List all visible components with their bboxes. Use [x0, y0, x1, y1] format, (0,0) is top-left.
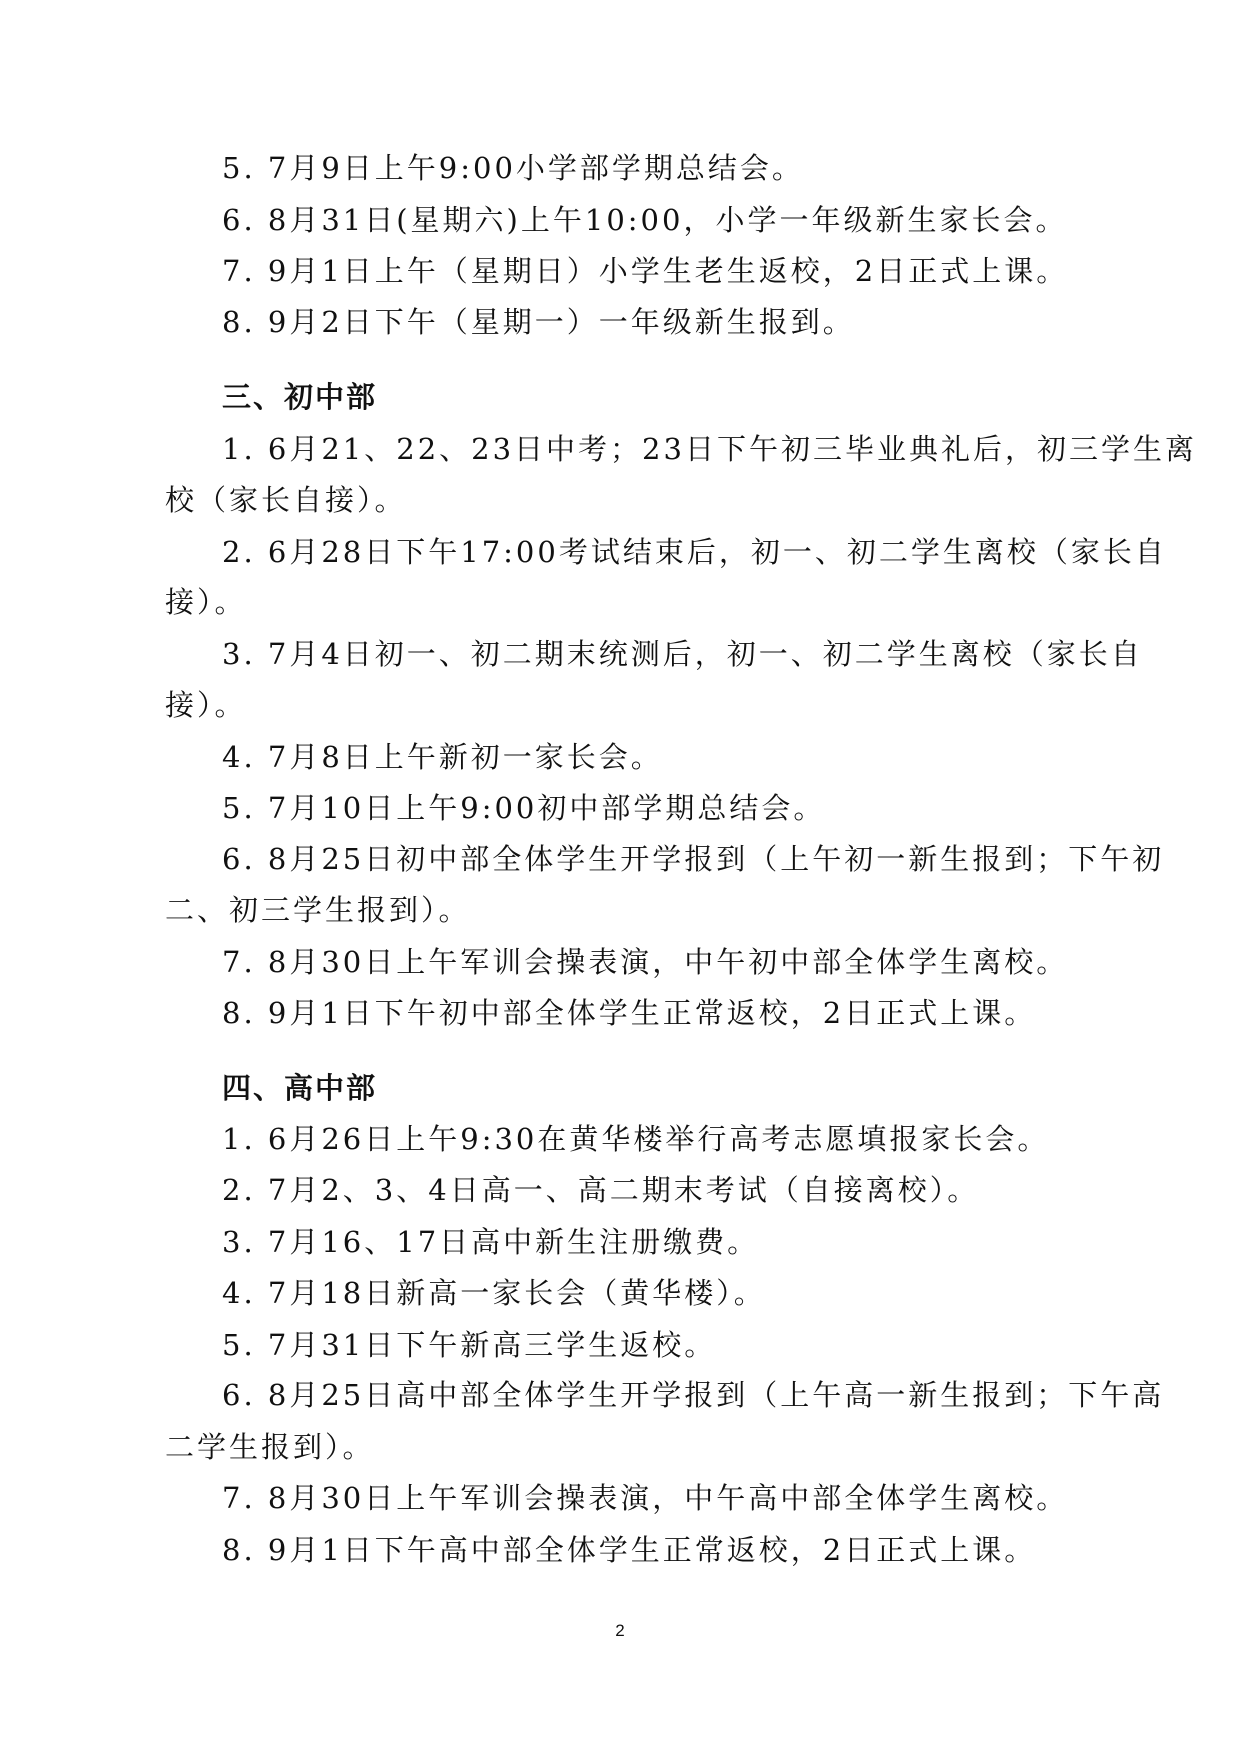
primary-item-5: 5. 7月9日上午9:00小学部学期总结会。 [222, 151, 804, 185]
primary-item-8: 8. 9月2日下午（星期一）一年级新生报到。 [222, 305, 855, 339]
senior-item-5: 5. 7月31日下午新高三学生返校。 [222, 1328, 717, 1362]
senior-item-3: 3. 7月16、17日高中新生注册缴费。 [222, 1225, 760, 1259]
senior-item-8: 8. 9月1日下午高中部全体学生正常返校，2日正式上课。 [222, 1533, 1037, 1567]
page-number: 2 [615, 1621, 625, 1640]
primary-item-7: 7. 9月1日上午（星期日）小学生老生返校，2日正式上课。 [222, 254, 1069, 288]
section-heading-junior-high: 三、初中部 [222, 380, 378, 414]
junior-item-6-line-1: 6. 8月25日初中部全体学生开学报到（上午初一新生报到；下午初 [222, 842, 1165, 876]
junior-item-3-line-2: 接）。 [165, 688, 247, 722]
junior-item-1-line-2: 校（家长自接）。 [165, 483, 407, 517]
senior-item-1: 1. 6月26日上午9:30在黄华楼举行高考志愿填报家长会。 [222, 1122, 1050, 1156]
senior-item-2: 2. 7月2、3、4日高一、高二期末考试（自接离校）。 [222, 1173, 980, 1207]
senior-item-6-line-2: 二学生报到）。 [165, 1430, 375, 1464]
senior-item-7: 7. 8月30日上午军训会操表演，中午高中部全体学生离校。 [222, 1481, 1069, 1515]
junior-item-8: 8. 9月1日下午初中部全体学生正常返校，2日正式上课。 [222, 996, 1037, 1030]
primary-item-6: 6. 8月31日(星期六)上午10:00，小学一年级新生家长会。 [222, 203, 1068, 237]
junior-item-1-line-1: 1. 6月21、22、23日中考；23日下午初三毕业典礼后，初三学生离 [222, 432, 1197, 466]
junior-item-6-line-2: 二、初三学生报到）。 [165, 893, 471, 927]
section-heading-senior-high: 四、高中部 [222, 1071, 378, 1105]
senior-item-6-line-1: 6. 8月25日高中部全体学生开学报到（上午高一新生报到；下午高 [222, 1378, 1165, 1412]
junior-item-2-line-2: 接）。 [165, 585, 247, 619]
junior-item-7: 7. 8月30日上午军训会操表演，中午初中部全体学生离校。 [222, 945, 1069, 979]
junior-item-3-line-1: 3. 7月4日初一、初二期末统测后，初一、初二学生离校（家长自 [222, 637, 1143, 671]
junior-item-4: 4. 7月8日上午新初一家长会。 [222, 740, 663, 774]
junior-item-2-line-1: 2. 6月28日下午17:00考试结束后，初一、初二学生离校（家长自 [222, 535, 1167, 569]
senior-item-4: 4. 7月18日新高一家长会（黄华楼）。 [222, 1276, 766, 1310]
junior-item-5: 5. 7月10日上午9:00初中部学期总结会。 [222, 791, 826, 825]
